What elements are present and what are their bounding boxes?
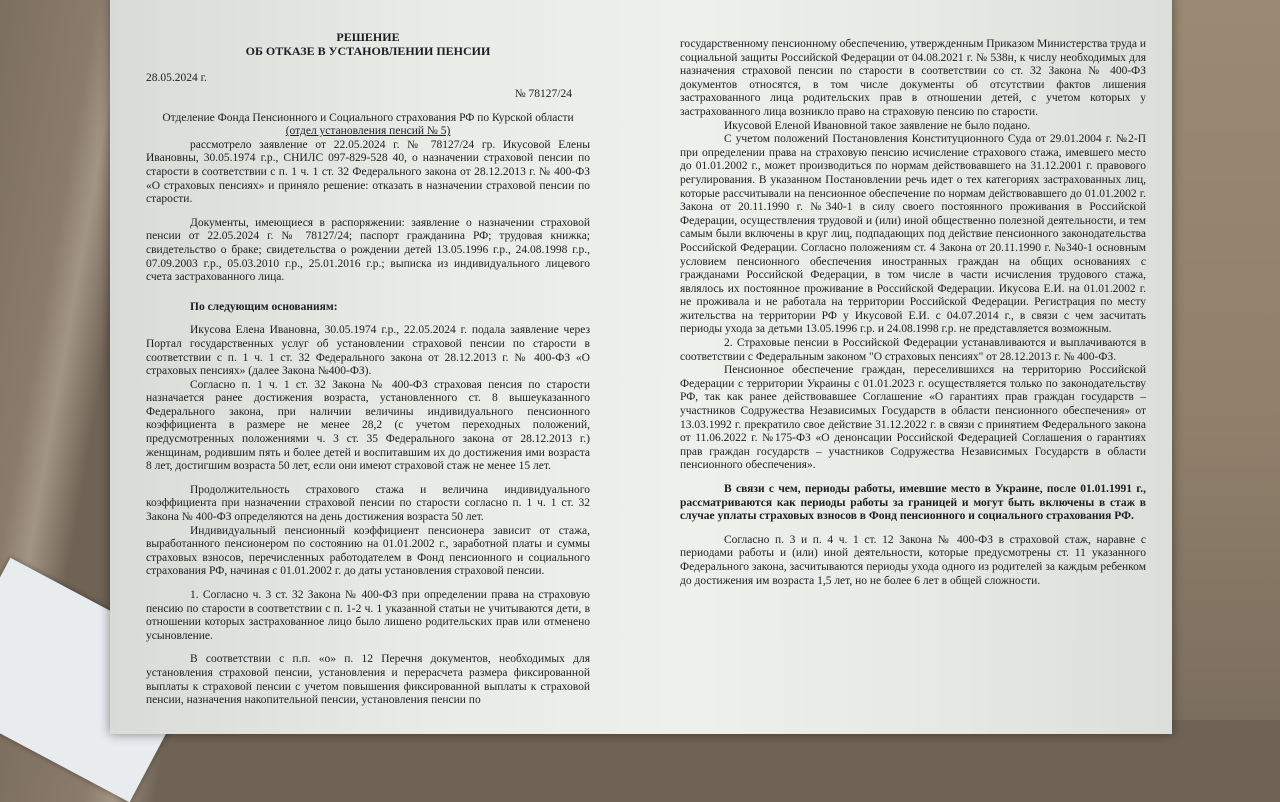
paragraph: Пенсионное обеспечение граждан, переселившихся на территорию Российской Федерации с территории Украины с 01.01.2023 г. осуществляется только по законодательству РФ, так как ранее действовавшее Соглашение «О гарантиях прав граждан государств – участников Содружества Независимых Государств в области пенсионного обеспечения» от 13.03.1992 г. прекратило свое действие 31.12.2022 г. в связи с принятием Федерального закона от 11.06.2022 г. №175-ФЗ «О денонсации Российской Федерацией Соглашения о гарантиях прав граждан государств – участников Содружества Независимых Государств в области пенсионного обеспечения». [680,364,1146,472]
paragraph: 1. Согласно ч. 3 ст. 32 Закона № 400-ФЗ при определении права на страховую пенсию по старости в соответствии с п. 1-2 ч. 1 указанной статьи не учитываются дети, в отношении которых застрахованное лицо было лишено родительских прав или отменено усыновление. [146,589,590,642]
paragraph: В соответствии с п.п. «о» п. 12 Перечня документов, необходимых для установления страховой пенсии, установления и перерасчета размера фиксированной выплаты к страховой пенсии с учетом повышения фиксированной выплаты к страховой пенсии, назначения накопительной пенсии, установления пенсии по [146,653,590,707]
paragraph: рассмотрело заявление от 22.05.2024 г. № 78127/24 гр. Икусовой Елены Ивановны, 30.05.1974 г.р., СНИЛС 097-829-528 40, о назначении страховой пенсии по старости в соответствии с п. 1 ч. 1 ст. 32 Федерального закона от 28.12.2013 г. № 400-ФЗ «О страховых пенсиях» и приняло решение: отказать в назначении страховой пенсии по старости. [146,138,590,206]
paragraph: Индивидуальный пенсионный коэффициент пенсионера зависит от стажа, выработанного пенсионером по состоянию на 01.01.2002 г., заработной платы и суммы страховых взносов, перечисленных работодателем в Фонд пенсионного и социального страхования РФ, начиная с 01.01.2002 г. до даты установления страховой пенсии. [146,524,590,578]
paragraph: Согласно п. 3 и п. 4 ч. 1 ст. 12 Закона № 400-ФЗ в страховой стаж, наравне с периодами работы и (или) иной деятельности, которые предусмотрены ст. 11 указанного Федерального закона, засчитываются периоды ухода одного из родителей за каждым ребенком до достижения им возраста 1,5 лет, но не более 6 лет в общей сложности. [680,533,1146,587]
paragraph: Продолжительность страхового стажа и величина индивидуального коэффициента при назначении страховой пенсии по старости согласно п. 1 ч. 1 ст. 32 Закона № 400-ФЗ определяются на день достижения возраста 50 лет. [146,483,590,524]
paragraph: государственному пенсионному обеспечению, утвержденным Приказом Министерства труда и социальной защиты Российской Федерации от 04.08.2021 г. № 538н, к числу необходимых для назначения страховой пенсии по старости в соответствии со ст. 32 Закона № 400-ФЗ документов относятся, в том числе документы об отсутствии фактов лишения застрахованного лица родительских прав в отношении детей, с учетом которых у застрахованного лица возникло право на страховую пенсию по старости. [680,38,1146,118]
paragraph: Согласно п. 1 ч. 1 ст. 32 Закона № 400-ФЗ страховая пенсия по старости назначается ранее достижения возраста, установленного ст. 8 вышеуказанного Федерального закона, при наличии величины индивидуального пенсионного коэффициента в размере не менее 28,2 (с учетом переходных положений, предусмотренных положениями ч. 3 ст. 35 Федерального закона от 28.12.2013 г.) женщинам, родившим пять и более детей и воспитавшим их до достижения ими возраста 8 лет, достигшим возраста 50 лет, если они имеют страховой стаж не менее 15 лет. [146,378,590,473]
document-subtitle: ОБ ОТКАЗЕ В УСТАНОВЛЕНИИ ПЕНСИИ [245,44,491,58]
paragraph-bold: В связи с чем, периоды работы, имевшие место в Украине, после 01.01.1991 г., рассматриваются как периоды работы за границей и могут быть включены в стаж в случае уплаты страховых взносов в Фонд пенсионного и социального страхования РФ. [680,483,1146,523]
paragraph: 2. Страховые пенсии в Российской Федерации устанавливаются и выплачиваются в соответствии с Федеральным законом "О страховых пенсиях" от 28.12.2013 г. № 400-ФЗ. [680,337,1146,363]
paragraph: Документы, имеющиеся в распоряжении: заявление о назначении страховой пенсии от 22.05.2024 г. № 78127/24; паспорт гражданина РФ; трудовая книжка; свидетельство о браке; свидетельства о рождении детей 13.05.1996 г.р., 24.08.1998 г.р., 07.09.2003 г.р., 05.03.2010 г.р., 25.01.2016 г.р.; выписка из индивидуального лицевого счета застрахованного лица. [146,216,590,284]
decision-number: № 78127/24 [514,88,572,100]
paragraph: Икусовой Еленой Ивановной такое заявление не было подано. [724,119,1031,132]
paragraph: Икусова Елена Ивановна, 30.05.1974 г.р., 22.05.2024 г. подала заявление через Портал государственных услуг об установлении страховой пенсии по старости в соответствии с п. 1 ч. 1 ст. 32 Федерального закона от 28.12.2013 г. № 400-ФЗ «О страховых пенсиях» (далее Закона №400-ФЗ). [146,324,590,378]
section-heading: По следующим основаниям: [190,300,338,313]
right-column [680,38,1146,588]
paragraph: С учетом положений Постановления Конституционного Суда от 29.01.2004 г. №2-П при определении права на страховую пенсию исчисление страхового стажа, имевшего место до 01.01.2002 г., может производиться по нормам действовавшего на 31.12.2001 г. правового регулирования. В указанном Постановлении речь идет о тех категориях застрахованных лиц, которые рассчитывали на пенсионное обеспечение по нормам действовавшего до 01.01.2002 г. Закона от 20.11.1990 г. №340-1 в силу своего постоянного проживания в Российской Федерации, осуществления трудовой и (или) иной общественно полезной деятельности, и тем самым были включены в круг лиц, подпадающих под действие пенсионного законодательства Российской Федерации. Согласно положениям ст. 4 Закона от 20.11.1990 г. №340-1 основным условием пенсионного обеспечения иностранных граждан на общих основаниях с гражданами Российской Федерации, в том числе в части исчисления трудового стажа, являлось их постоянное проживание в Российской Федерации. Икусова Е.И. на 01.01.2002 г. не проживала и не работала на территории Российской Федерации. Регистрация по месту жительства на территории РФ у Икусовой Е.И. с 04.07.2014 г., в связи с чем засчитать периоды ухода за детьми 13.05.1996 г.р. и 24.08.1998 г.р. не представляется возможным. [680,133,1146,336]
header-row [146,72,590,102]
left-column [146,30,590,708]
document-title: РЕШЕНИЕ [336,30,400,44]
decision-date: 28.05.2024 г. [146,72,207,84]
organization-name: Отделение Фонда Пенсионного и Социального страхования РФ по Курской области [162,111,574,124]
organization-department: (отдел установления пенсий № 5) [285,125,451,138]
